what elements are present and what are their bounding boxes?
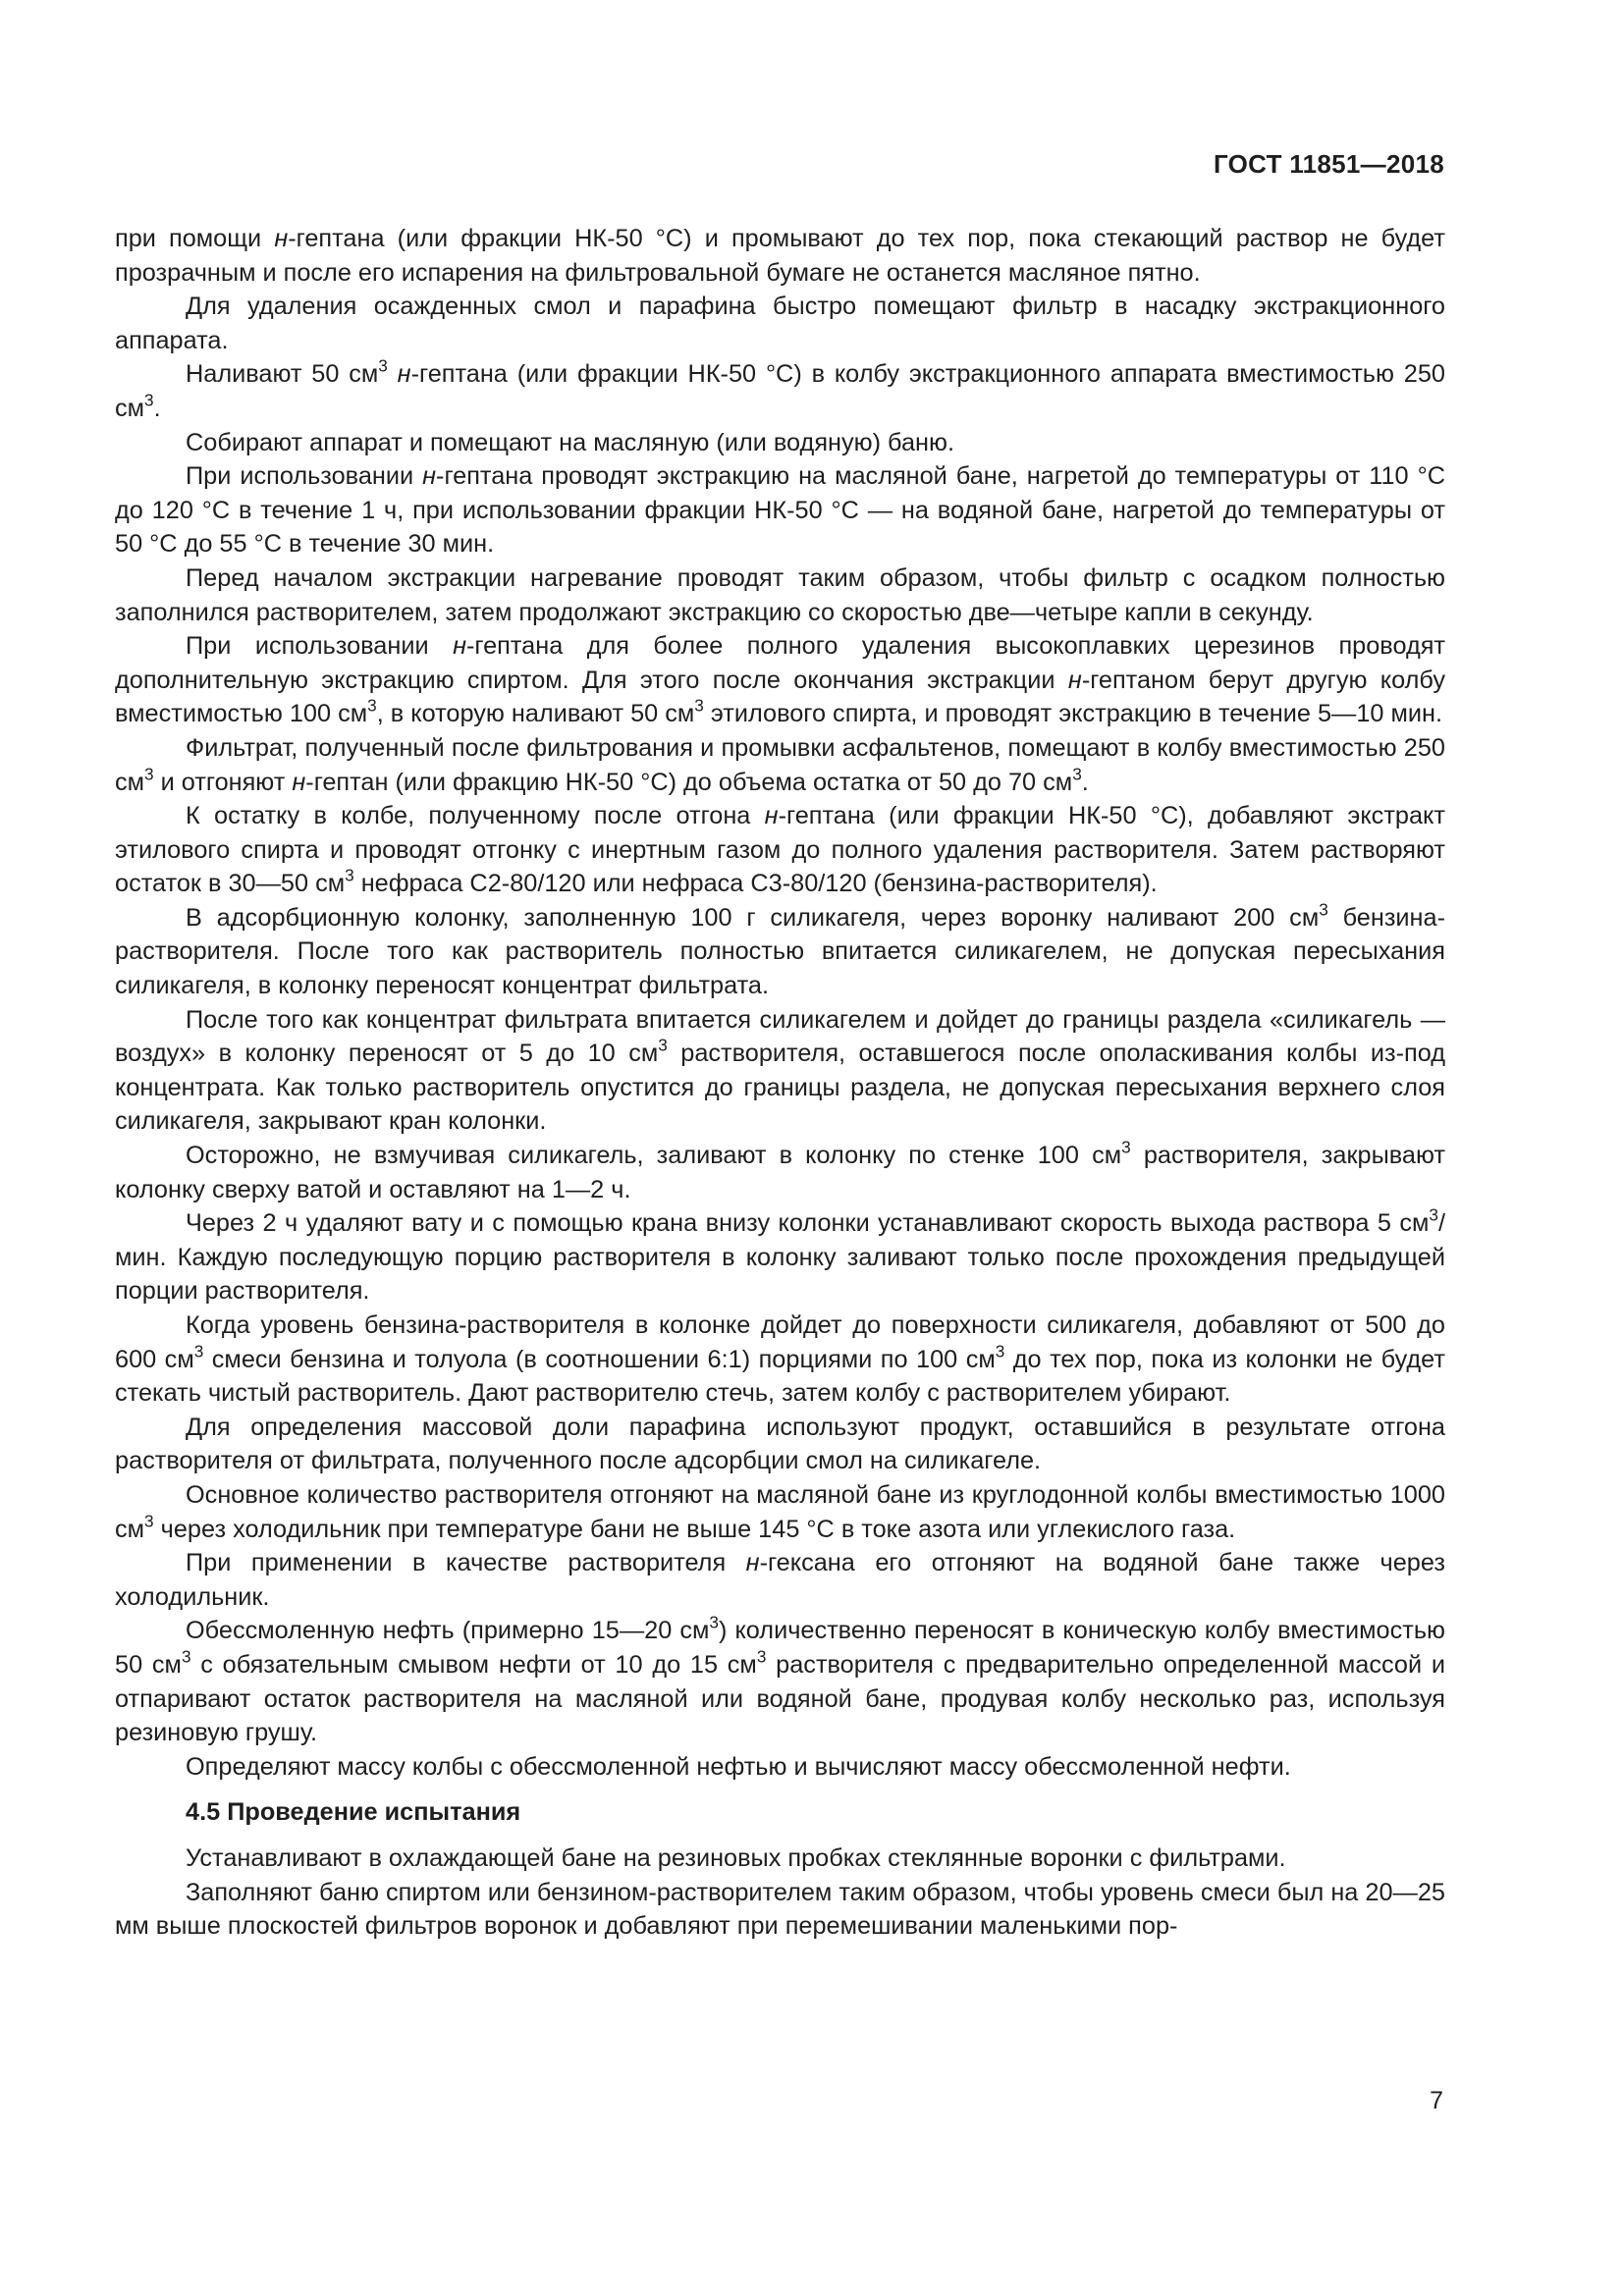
paragraph	[115, 222, 1445, 290]
text-run: Собирают аппарат и помещают на масляную (или водяную) баню.	[186, 428, 955, 456]
text-run: Основное количество растворителя отгоняют на масляной бане из круглодонной колбы вместимостью 1000 см	[115, 1480, 1445, 1543]
superscript: 3	[378, 355, 388, 376]
text-run: , в которую наливают 50 см	[376, 700, 695, 728]
text-run: Определяют массу колбы с обессмоленной нефтью и вычисляют массу обессмоленной нефти.	[186, 1752, 1291, 1781]
text-run: -гептана (или фракции НК-50 °С), добавляют экстракт этилового спирта и проводят отгонку с инертным газом до полного удаления растворителя. Затем растворяют остаток в 30—50 см	[115, 802, 1445, 898]
italic-text: н	[1067, 666, 1082, 694]
paragraph	[115, 1750, 1445, 1785]
superscript: 3	[1319, 899, 1328, 920]
superscript: 3	[193, 1340, 204, 1361]
text-run: При использовании	[186, 632, 454, 661]
text-run: бензина-растворителя. После того как растворитель полностью впитается силикагелем, не допуская пересыхания силикагеля, в колонку переносят концентрат фильтрата.	[115, 903, 1446, 1000]
superscript: 3	[367, 695, 377, 716]
text-run: Устанавливают в охлаждающей бане на резиновых пробках стеклянные воронки с фильтрами.	[186, 1843, 1286, 1872]
italic-text: н	[292, 768, 306, 796]
text-run: Заполняют баню спиртом или бензином-растворителем таким образом, чтобы уровень смеси был на 20—25 мм выше плоскостей фильтров воронок и добавляют при перемешивании маленькими пор-	[115, 1878, 1445, 1941]
text-run: этилового спирта, и проводят экстракцию в течение 5—10 мин.	[703, 700, 1443, 728]
superscript: 3	[709, 1612, 719, 1632]
text-run: При использовании	[186, 462, 423, 491]
text-run: -гептана (или фракции НК-50 °С) в колбу экстракционного аппарата вместимостью 250 см	[115, 360, 1445, 422]
text-run: -гептана для более полного удаления высокоплавких церезинов проводят дополнительную экстракцию спиртом. Для этого после окончания экстракции	[115, 632, 1446, 694]
text-run: Для удаления осажденных смол и парафина быстро помещают фильтр в насадку экстракционного аппарата.	[115, 293, 1445, 354]
text-run: через холодильник при температуре бани не выше 145 °С в токе азота или углекислого газа.	[153, 1515, 1236, 1543]
text-run: растворителя с предварительно определенной массой и отпаривают остаток растворителя на масляной или водяной бане, продувая колбу несколько раз, используя резиновую грушу.	[115, 1650, 1446, 1747]
text-run: -гептана проводят экстракцию на масляной бане, нагретой до температуры от 110 °С до 120 °С в течение 1 ч, при использовании фракции НК-50 °С — на водяной бане, нагретой до температуры от 50 °С до 55 °С в течение 30 мин.	[115, 462, 1445, 559]
text-run: Фильтрат, полученный после фильтрования и промывки асфальтенов, помещают в колбу вместимостью 250 см	[115, 733, 1445, 796]
body-text	[115, 222, 1445, 1944]
paragraph	[115, 459, 1445, 561]
text-run: и отгоняют	[153, 768, 293, 796]
text-run: /мин. Каждую последующую порцию растворителя в колонку заливают только после прохождения предыдущей порции растворителя.	[115, 1209, 1445, 1306]
superscript: 3	[756, 1646, 767, 1667]
superscript: 3	[144, 390, 154, 410]
italic-text: н	[764, 802, 779, 830]
superscript: 3	[144, 763, 154, 783]
italic-text: н	[422, 462, 437, 491]
text-run: Когда уровень бензина-растворителя в колонке дойдет до поверхности силикагеля, добавляют от 500 до 600 см	[115, 1311, 1445, 1373]
paragraph	[115, 1614, 1445, 1749]
text-run: нефраса С2-80/120 или нефраса С3-80/120 (бензина-растворителя).	[353, 870, 1158, 898]
superscript: 3	[694, 695, 704, 716]
paragraph	[115, 290, 1445, 357]
superscript: 3	[1429, 1204, 1438, 1225]
paragraph	[115, 1003, 1445, 1139]
text-run: растворителя, закрывают колонку сверху ватой и оставляют на 1—2 ч.	[115, 1142, 1445, 1203]
italic-text: н	[274, 225, 289, 252]
section-heading	[115, 1795, 1445, 1830]
paragraph	[115, 1308, 1445, 1411]
text-run: -гептаном берут другую колбу вместимостью 100 см	[115, 666, 1445, 728]
text-run: К остатку в колбе, полученному после отгона	[186, 802, 765, 830]
text-run: После того как концентрат фильтрата впитается силикагелем и дойдет до границы раздела «силикагель — воздух» в колонку переносят от 5 до 10 см	[115, 1005, 1445, 1068]
superscript: 3	[181, 1646, 191, 1667]
superscript: 3	[1121, 1137, 1131, 1157]
paragraph	[115, 901, 1445, 1003]
paragraph	[115, 629, 1445, 731]
text-run: Через 2 ч удаляют вату и с помощью крана внизу колонки устанавливают скорость выхода раствора 5 см	[186, 1209, 1430, 1238]
italic-text: н	[397, 360, 411, 389]
text-run: .	[1081, 768, 1089, 796]
text-run: -гептан (или фракцию НК-50 °С) до объема остатка от 50 до 70 см	[305, 768, 1073, 796]
text-run: Осторожно, не взмучивая силикагель, заливают в колонку по стенке 100 см	[186, 1142, 1122, 1170]
superscript: 3	[658, 1035, 668, 1055]
paragraph	[115, 1139, 1445, 1206]
text-run: с обязательным смывом нефти от 10 до 15 см	[190, 1650, 757, 1679]
text-run: Для определения массовой доли парафина используют продукт, оставшийся в результате отгона растворителя от фильтрата, полученного после адсорбции смол на силикагеле.	[115, 1413, 1445, 1475]
text-run	[388, 360, 398, 388]
paragraph	[115, 1478, 1445, 1546]
text-run: Обессмоленную нефть (примерно 15—20 см	[186, 1617, 710, 1645]
text-run: Наливают 50 см	[186, 360, 379, 389]
document-code: ГОСТ 11851—2018	[1213, 149, 1444, 179]
paragraph	[115, 731, 1445, 799]
paragraph	[115, 1876, 1445, 1944]
superscript: 3	[1072, 763, 1082, 783]
text-run: 4.5 Проведение испытания	[186, 1798, 521, 1827]
page-number: 7	[1430, 2087, 1443, 2114]
text-run: Перед началом экстракции нагревание проводят таким образом, чтобы фильтр с осадком полностью заполнился растворителем, затем продолжают экстракцию со скоростью две—четыре капли в секунду.	[115, 563, 1445, 626]
text-run: .	[153, 394, 161, 422]
italic-text: н	[453, 632, 466, 661]
superscript: 3	[345, 865, 354, 885]
text-run: В адсорбционную колонку, заполненную 100 г силикагеля, через воронку наливают 200 см	[186, 903, 1320, 932]
text-run: растворителя, оставшегося после ополаскивания колбы из-под концентрата. Как только растворитель опустится до границы раздела, не допуская пересыхания верхнего слоя силикагеля, закрывают кран колонки.	[115, 1040, 1445, 1136]
superscript: 3	[144, 1510, 154, 1530]
text-run: ) количественно переносят в коническую колбу вместимостью 50 см	[115, 1617, 1445, 1679]
text-run: При применении в качестве растворителя	[186, 1549, 746, 1577]
paragraph	[115, 1206, 1445, 1308]
paragraph	[115, 426, 1445, 460]
text-run: при помощи	[115, 225, 275, 252]
paragraph	[115, 1411, 1445, 1478]
superscript: 3	[995, 1340, 1005, 1361]
paragraph	[115, 357, 1445, 425]
text-run: -гексана его отгоняют на водяной бане также через холодильник.	[115, 1549, 1445, 1611]
italic-text: н	[745, 1549, 760, 1577]
text-run: до тех пор, пока из колонки не будет стекать чистый растворитель. Дают растворителю стечь, затем колбу с растворителем убирают.	[115, 1345, 1446, 1408]
paragraph	[115, 1546, 1445, 1614]
text-run: смеси бензина и толуола (в соотношении 6:1) порциями по 100 см	[203, 1345, 996, 1373]
paragraph	[115, 561, 1445, 629]
paragraph	[115, 799, 1445, 901]
text-run: -гептана (или фракции НК-50 °С) и промывают до тех пор, пока стекающий раствор не будет прозрачным и после его испарения на фильтровальной бумаге не останется масляное пятно.	[115, 225, 1445, 287]
paragraph	[115, 1842, 1445, 1876]
